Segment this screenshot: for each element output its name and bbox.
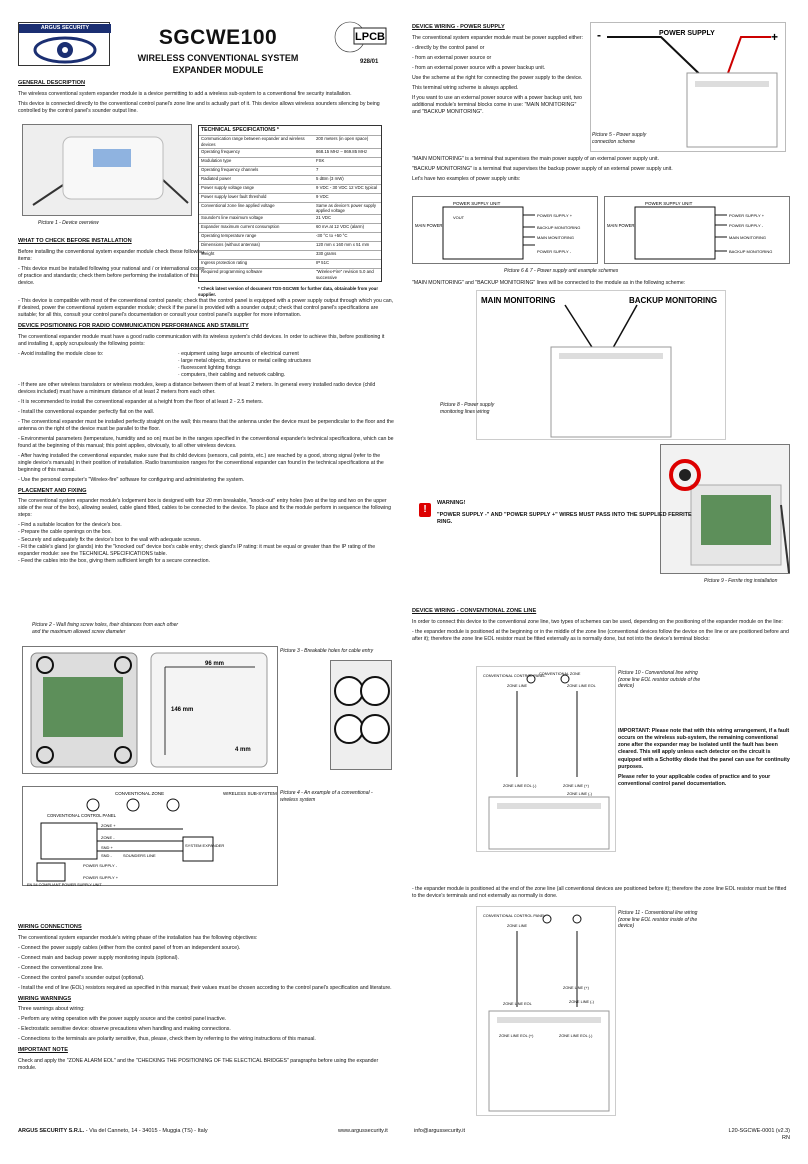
zone-p2: - the expander module is positioned at the beginning or in the middle of the zone line (conventional devices follow the device on the line or are positioned before and after it); therefore the zone line EOL resistor must be fitted externally as is normally done, but not into the device's terminal blocks: xyxy=(412,628,789,642)
sys-zone-minus: ZONE - xyxy=(101,835,115,840)
zone-section xyxy=(412,604,790,646)
avoid-item: · large metal objects, structures or metal ceiling structures xyxy=(178,357,311,364)
height-dimension: 146 mm xyxy=(171,707,194,713)
spec-value: 9 VDC - 30 VDC 12 VDC typical xyxy=(314,184,381,193)
check-heading: WHAT TO CHECK BEFORE INSTALLATION xyxy=(18,238,132,244)
ps-item: - from an external power source with a power backup unit. xyxy=(412,64,546,71)
fixing-holes-illustration xyxy=(23,647,279,775)
spec-value: 9 VDC xyxy=(314,193,381,202)
positioning-p5: - The conventional expander must be installed perfectly straight on the wall; this means that the antenna under the device must be perpendicular to the floor and the antenna on the right of the device must be parallel to the floor. xyxy=(18,418,394,432)
backup-monitoring-desc: "BACKUP MONITORING" is a terminal that supervises the backup power supply of an external power supply unit. xyxy=(412,166,673,173)
spec-name: Conventional zone line applied voltage xyxy=(199,202,314,215)
footer-doc-code: L20-SGCWE-0001 (v2.3) xyxy=(728,1128,790,1134)
spec-value: 330 grams xyxy=(314,251,381,260)
spec-row xyxy=(199,233,381,242)
ps-item: - from an external power source or xyxy=(412,54,492,61)
important-note-heading: IMPORTANT NOTE xyxy=(18,1047,68,1054)
important-box-text: IMPORTANT: Please note that with this wiring arrangement, if a fault occurs on the wireless sub-system, the remaining conventional zone after the expander may be isolated until the fault has been cleared. This will apply unless each detector on the circuit is equipped with a Schottky diode that the panel can use for continuity purposes. xyxy=(618,728,790,770)
zone-2-drawing xyxy=(477,907,617,1117)
spec-row xyxy=(199,184,381,193)
spec-value: 7 xyxy=(314,166,381,175)
spec-name: Power supply lower fault threshold xyxy=(199,193,314,202)
positioning-p8: - Use the personal computer's "Wirelex-fire" software for configuring and administering the system. xyxy=(18,476,245,483)
technical-specifications-table xyxy=(198,125,382,282)
spec-row xyxy=(199,202,381,215)
spec-row xyxy=(199,260,381,269)
ps-p2: Use the scheme at the right for connecting the power supply to the device. xyxy=(412,74,583,81)
placement-step: - Feed the cables into the box, giving them sufficient length for a secure connection. xyxy=(18,557,210,564)
spec-row xyxy=(199,193,381,202)
psu-1-title: POWER SUPPLY UNIT xyxy=(453,201,501,206)
footer-email[interactable]: info@argussecurity.it xyxy=(414,1128,466,1134)
check-p3: - This device is compatible with most of the conventional control panels; check that the control panel is equipped with a power supply output through which you can, if desired, power the conventional system expander module; check if the panel is provided with a sounder output; check that control panel's specifications are suitable; for all this, consult your control panel's documentation or consult your control panel's supplier for more information. xyxy=(18,298,394,319)
z1-eolm: ZONE LINE EOL (-) xyxy=(503,784,537,788)
spec-row xyxy=(199,269,381,281)
avoid-list xyxy=(178,351,311,379)
tech-note: * Check latest version of document TDS-SGCWE for further data, obtainable from your supplier. xyxy=(198,286,379,297)
sys-snd-minus: SND - xyxy=(101,853,112,858)
sys-panel-label: CONVENTIONAL CONTROL PANEL xyxy=(47,813,116,818)
wiring-item: - Connect the power supply cables (either from the control panel of from an independent source). xyxy=(18,944,241,951)
subtitle-1: WIRELESS CONVENTIONAL SYSTEM xyxy=(137,53,299,64)
system-example-diagram xyxy=(22,786,278,886)
positioning-p1: The conventional expander module must have a good radio communication with its wireless system's child devices. In order to achieve this, before positioning it and installing it, apply scrupulously the following points: xyxy=(18,333,385,347)
positioning-heading: DEVICE POSITIONING FOR RADIO COMMUNICATION PERFORMANCE AND STABILITY xyxy=(18,323,249,330)
main-monitoring-label: MAIN MONITORING xyxy=(481,296,556,305)
general-p1: The wireless conventional system expander module is a device permitting to add a wireless sub-system to a conventional fire security installation. xyxy=(18,90,352,97)
footer-web[interactable]: www.argussecurity.it xyxy=(338,1128,388,1134)
spec-value: "Wirelex-Fire" revision 5.0 and successive xyxy=(314,269,381,281)
lpcb-text: LPCB xyxy=(355,31,385,43)
placement-step: - Prepare the cable openings on the box. xyxy=(18,529,112,536)
spec-name: Operating temperature range xyxy=(199,233,314,242)
z1-zlp: ZONE LINE (+) xyxy=(563,784,589,788)
z1-zle: ZONE LINE EOL xyxy=(567,684,596,688)
spec-name: Required programming software xyxy=(199,269,314,281)
picture-3-caption: Picture 3 - Breakable holes for cable entry xyxy=(280,648,374,654)
psu-2-title: POWER SUPPLY UNIT xyxy=(645,201,693,206)
picture-6-7-caption: Picture 6 & 7 - Power supply unit example schemes xyxy=(504,268,619,274)
psu-example-1 xyxy=(412,196,598,264)
spec-name: Power supply voltage range xyxy=(199,184,314,193)
spec-name: Communication range between expander and wireless devices xyxy=(199,136,314,149)
picture-1-caption: Picture 1 - Device overview xyxy=(38,220,99,226)
footer-doc xyxy=(712,1128,790,1143)
sys-snd-plus: SND + xyxy=(101,845,113,850)
zone-p3: - the expander module is positioned at the end of the zone line (all conventional devices are positioned before it); therefore the zone line EOL resistor must be fitted to the device's terminals and not externally as normally is done. xyxy=(412,886,787,900)
model-title: SGCWE100 xyxy=(158,26,278,49)
check-p1: Before installing the conventional system expander module check these following items: xyxy=(18,248,205,262)
spec-value: 60 mA at 12 VDC (alarm) xyxy=(314,224,381,233)
spec-row xyxy=(199,224,381,233)
psu-1-drawing xyxy=(413,197,599,265)
warning-item: - Connections to the terminals are polarity sensitive, thus, please, check them by referring to the wiring instructions of this manual. xyxy=(18,1036,316,1043)
wiring-heading: WIRING CONNECTIONS xyxy=(18,924,82,930)
picture-8-caption: Picture 8 - Power supply monitoring lines wiring xyxy=(440,402,495,415)
z2-eolp: ZONE LINE EOL (+) xyxy=(499,1034,534,1038)
warning-item: - Electrostatic sensitive device: observe precautions when handling and making connections. xyxy=(18,1026,231,1033)
spec-value: IP 51C xyxy=(314,260,381,269)
z1-zl: ZONE LINE xyxy=(507,684,528,688)
holes-illustration xyxy=(331,661,393,771)
psu-2-main-power: MAIN POWER xyxy=(607,223,635,228)
avoid-item: · equipment using large amounts of electrical current xyxy=(178,350,299,357)
width-dimension: 96 mm xyxy=(205,661,225,667)
footer-company-line xyxy=(18,1128,208,1135)
breakable-holes-photo xyxy=(330,660,392,770)
positioning-p4: - Install the conventional expander perfectly flat on the wall. xyxy=(18,408,155,415)
placement-step: - Securely and adequately fix the device's box to the wall with adequate screws. xyxy=(18,536,201,543)
z1-cp: CONVENTIONAL CONTROL PANEL xyxy=(483,674,546,678)
spec-row xyxy=(199,215,381,224)
avoid-item: · fluorescent lighting fixings xyxy=(178,364,241,371)
spec-name: Ingress protection rating xyxy=(199,260,314,269)
psu-1-main-power: MAIN POWER xyxy=(415,223,443,228)
sys-en54-psu: EN 54 COMPLIANT POWER SUPPLY UNIT xyxy=(27,883,102,887)
psu-1-out-2: POWER SUPPLY - xyxy=(537,249,572,254)
power-supply-heading: DEVICE WIRING - POWER SUPPLY xyxy=(412,24,505,30)
check-p2: - This device must be installed following your national and / or international codes of practice and standards; check them before performing the installation of this device. xyxy=(18,265,205,286)
wall-fixing-diagram xyxy=(22,646,278,774)
placement-step: - Fit the cable's gland (or glands) into the "knocked out" device box's cable entry; check gland's IP rating: it must be equal or greater than the IP rating of the expander module: see the TECHNICAL SPECIFICATIONS table. xyxy=(18,543,376,557)
spec-value: 200 meters (in open space) xyxy=(314,136,381,149)
avoid-item: · computers, their cabling and network cabling. xyxy=(178,371,286,378)
monitoring-wiring-diagram xyxy=(476,290,726,440)
zone-wiring-scheme-1 xyxy=(476,666,616,852)
sys-zone-label: CONVENTIONAL ZONE xyxy=(115,791,165,796)
psu-example-2 xyxy=(604,196,790,264)
eye-logo-icon xyxy=(19,33,111,67)
psu-1-out-1: POWER SUPPLY + xyxy=(537,213,573,218)
psu-2-out-2: POWER SUPPLY - xyxy=(729,223,764,228)
picture-5-caption: Picture 5 - Power supply connection scheme xyxy=(592,132,647,145)
positioning-p7: - After having installed the conventional expander, make sure that its child devices (sensors, call points, etc.) are reached by a good, strong signal (refer to the single device's manuals) in their position of installation. Radio transmission ranges for the conventional expander can found in the technical specifications at the beginning of this manual. xyxy=(18,452,384,473)
spec-row xyxy=(199,251,381,260)
ps-p3: This terminal wiring scheme is always applied. xyxy=(412,84,519,91)
lpcb-seal xyxy=(330,20,390,54)
monitoring-drawing xyxy=(477,291,727,441)
device-photo xyxy=(22,124,192,216)
z1-zlm: ZONE LINE (-) xyxy=(567,792,592,796)
psu-2-out-3: BACKUP MONITORING xyxy=(729,249,773,254)
spec-value: 868.15 MHz – 869.85 MHz xyxy=(314,148,381,157)
spec-row xyxy=(199,136,381,149)
psu-1-out-3: BACKUP MONITORING xyxy=(537,225,581,230)
picture-11-caption: Picture 11 - Conventional line wiring (zone line EOL resistor inside of the device) xyxy=(618,910,698,929)
brand-logo xyxy=(18,22,110,66)
psu-2-drawing xyxy=(605,197,791,265)
device-illustration xyxy=(23,125,193,217)
ps-label: POWER SUPPLY xyxy=(659,30,715,37)
spec-value: Same as device's power supply applied voltage xyxy=(314,202,381,215)
wiring-item: - Connect main and backup power supply monitoring inputs (optional). xyxy=(18,954,179,961)
spec-name: Radiated power xyxy=(199,175,314,184)
warning-icon: ! xyxy=(419,503,431,517)
tech-heading: TECHNICAL SPECIFICATIONS * xyxy=(201,127,279,133)
wiring-item: - Install the end of line (EOL) resistors required as specified in this manual; their values must be chosen according to the control panel's specification and literature. xyxy=(18,984,392,991)
psu-1-out-4: MAIN MONITORING xyxy=(537,235,575,240)
picture-4-caption: Picture 4 - An example of a conventional - wireless system xyxy=(280,790,373,803)
sys-ps-plus: POWER SUPPLY + xyxy=(83,875,119,880)
spec-value: 120 mm x 160 mm x 51 mm xyxy=(314,242,381,251)
placement-list xyxy=(18,522,394,564)
main-monitoring-desc: "MAIN MONITORING" is a terminal that supervises the main power supply of an external power supply unit. xyxy=(412,156,659,162)
ps-p4: If you want to use an external power source with a power backup unit, two additional module's terminal blocks come in use: "MAIN MONITORING" and "BACKUP MONITORING". xyxy=(412,94,582,115)
warning-item: - Perform any wiring operation with the power supply source and the control panel inactive. xyxy=(18,1016,227,1023)
placement-step: - Find a suitable location for the device's box. xyxy=(18,522,122,529)
monitoring-intro: "MAIN MONITORING" and "BACKUP MONITORING" lines will be connected to the module as in the following scheme: xyxy=(412,280,686,286)
z2-zlm: ZONE LINE EOL xyxy=(503,1002,532,1006)
picture-10-caption: Picture 10 - Conventional line wiring (zone line EOL resistor outside of the device) xyxy=(618,670,701,689)
title-block xyxy=(118,24,318,77)
spec-table xyxy=(199,135,381,281)
z2-eolm: ZONE LINE EOL (-) xyxy=(559,1034,593,1038)
spec-value: FSK xyxy=(314,157,381,166)
important-note-p1: Check and apply the "ZONE ALARM EOL" and the "CHECKING THE POSITIONING OF THE ELECTICAL BRIDGES" paragraphs before using the expander module. xyxy=(18,1057,379,1071)
sys-ps-minus: POWER SUPPLY - xyxy=(83,863,118,868)
picture-2-caption: Picture 2 - Wall fixing screw holes, their distances from each other and the maximum allowed screw diameter xyxy=(32,622,179,635)
wiring-item: - Connect the control panel's sounder output (optional). xyxy=(18,974,145,981)
spec-value: 21 VDC xyxy=(314,215,381,224)
z2-cp: CONVENTIONAL CONTROL PANEL xyxy=(483,914,546,918)
positioning-p6: - Environmental parameters (temperature, humidity and so on) must be in the ranges specified in the conventional expander's technical specifications, which can be found at the beginning of this manual; this point applies, obviously, to all other wireless devices. xyxy=(18,435,394,449)
warning-box xyxy=(415,500,715,528)
important-box xyxy=(618,728,790,791)
system-schematic xyxy=(23,787,279,887)
spec-name: Dimensions (without antennas) xyxy=(199,242,314,251)
spec-value: 5 dBm (3 mW) xyxy=(314,175,381,184)
sys-zone-plus: ZONE + xyxy=(101,823,116,828)
important-box-text-2: Please refer to your applicable codes of practice and to your conventional control panel documentation. xyxy=(618,773,771,787)
spec-row xyxy=(199,166,381,175)
ps-p1: The conventional system expander module must be power supplied either: xyxy=(412,34,583,41)
spec-row xyxy=(199,148,381,157)
positioning-p2: - If there are other wireless translators or wireless modules, keep a distance between them of at least 2 meters. In general every installed radio device (child devices included) must have a minimum distance of at least 2 meters from each other. xyxy=(18,381,376,395)
z2-zlp: ZONE LINE (+) xyxy=(563,986,589,990)
wiring-item: - Connect the conventional zone line. xyxy=(18,964,104,971)
ps-item: - directly by the control panel or xyxy=(412,44,485,51)
general-p2: This device is connected directly to the conventional control panel's zone line and is actually part of it. This device allows wireless sounders silencing by being controlled by the control panel's sounder output line. xyxy=(18,100,380,114)
wiring-p1: The conventional system expander module's wiring phase of the installation has the following objectives: xyxy=(18,934,258,941)
z2-zl: ZONE LINE xyxy=(507,924,528,928)
zone-wiring-scheme-2 xyxy=(476,906,616,1116)
examples-intro: Let's have two examples of power supply units: xyxy=(412,176,521,183)
backup-monitoring-label: BACKUP MONITORING xyxy=(629,296,718,305)
spec-name: Operating frequency channels xyxy=(199,166,314,175)
placement-p1: The conventional system expander module's lodgement box is designed with four 20 mm breakable, "knock-out" entry holes (two at the top and two on the upper side of the rear of the box), allowing sealed, cable gland fitted, cables to be connected to the device. To place and fix the module perform in sequence the following steps: xyxy=(18,498,392,519)
spec-row xyxy=(199,242,381,251)
zone-p1: In order to connect this device to the conventional zone line, two types of schemes can be used, depending on the positioning of the expander module on the line: xyxy=(412,618,783,625)
subtitle-2: EXPANDER MODULE xyxy=(172,65,264,76)
footer-company: ARGUS SECURITY S.R.L. xyxy=(18,1128,85,1134)
spec-name: Sounder's line maximum voltage xyxy=(199,215,314,224)
z2-zlm2: ZONE LINE (-) xyxy=(569,1000,594,1004)
psu-2-out-1: POWER SUPPLY + xyxy=(729,213,765,218)
minus-sign: - xyxy=(597,28,601,42)
positioning-p3: - It is recommended to install the conventional expander at a height from the floor of at least 2 - 2.5 meters. xyxy=(18,398,264,405)
warnings-p1: Three warnings about wiring: xyxy=(18,1006,85,1013)
doc-code: 928/01 xyxy=(360,59,379,65)
spec-value: -30 °C to +50 °C xyxy=(314,233,381,242)
sys-wireless-label: WIRELESS SUB-SYSTEM xyxy=(223,791,277,796)
warning-text: "POWER SUPPLY -" AND "POWER SUPPLY +" WIRES MUST PASS INTO THE SUPPLIED FERRITE RING. xyxy=(437,512,692,526)
psu-2-out-4: MAIN MONITORING xyxy=(729,235,767,240)
brand-name: ARGUS SECURITY xyxy=(19,24,111,33)
plus-sign: + xyxy=(771,30,779,44)
zone-line-heading: DEVICE WIRING - CONVENTIONAL ZONE LINE xyxy=(412,608,537,614)
sys-expander: SYSTEM EXPANDER xyxy=(185,843,225,848)
spec-row xyxy=(199,175,381,184)
footer-address: - Via del Canneto, 14 - 34015 - Muggia (TS) - Italy xyxy=(84,1128,208,1134)
spec-name: Weight xyxy=(199,251,314,260)
spec-name: Expander maximum current consumption xyxy=(199,224,314,233)
placement-heading: PLACEMENT AND FIXING xyxy=(18,487,87,494)
general-description-heading: GENERAL DESCRIPTION xyxy=(18,80,86,86)
wiring-warnings-heading: WIRING WARNINGS xyxy=(18,995,72,1002)
spec-name: Modulation type xyxy=(199,157,314,166)
picture-9-caption: Picture 9 - Ferrite ring installation xyxy=(704,578,778,584)
spec-row xyxy=(199,157,381,166)
psu-1-vout: VOUT xyxy=(453,215,465,220)
footer-lang: RN xyxy=(782,1135,790,1142)
diameter-dimension: 4 mm xyxy=(235,747,251,753)
spec-name: Operating frequency xyxy=(199,148,314,157)
warning-title: WARNING! xyxy=(437,500,466,506)
sys-sounders-line: SOUNDERS LINE xyxy=(123,853,156,858)
positioning-avoid: - Avoid installing the module close to: xyxy=(18,350,104,357)
z1-conv: CONVENTIONAL ZONE xyxy=(539,672,581,676)
zone-1-drawing xyxy=(477,667,617,853)
